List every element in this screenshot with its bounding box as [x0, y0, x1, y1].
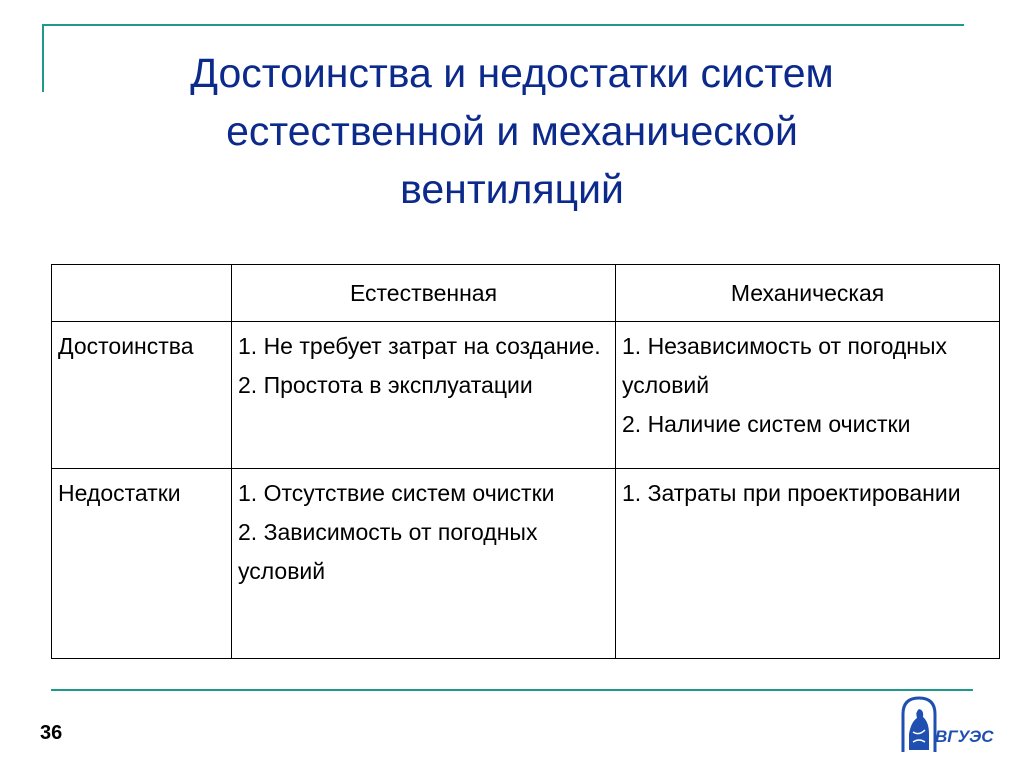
advantages-mechanical-item-2: 2. Наличие систем очистки: [622, 411, 911, 437]
advantages-mechanical-cell: [616, 322, 1000, 469]
page-number: 36: [40, 722, 63, 744]
table-row-advantages: [52, 322, 1000, 469]
title-line-1: Достоинства и недостатки систем: [190, 50, 834, 96]
comparison-table: [51, 264, 1000, 659]
frame-top-line: [42, 24, 964, 26]
advantages-natural-cell: [232, 322, 616, 469]
logo-text: ВГУЭС: [935, 727, 994, 746]
row-label-advantages: Достоинства: [52, 322, 232, 469]
frame-left-line: [42, 24, 44, 92]
advantages-mechanical-item-1: 1. Независимость от погодных условий: [622, 333, 948, 398]
disadvantages-natural-cell: [232, 469, 616, 659]
slide-title: [60, 44, 964, 218]
advantages-natural-item-1: 1. Не требует затрат на создание.: [238, 333, 601, 359]
header-natural: Естественная: [232, 265, 616, 322]
header-empty-cell: [52, 265, 232, 322]
disadvantages-mechanical-cell: [616, 469, 1000, 659]
disadvantages-natural-item-1: 1. Отсутствие систем очистки: [238, 480, 555, 506]
header-mechanical: Механическая: [616, 265, 1000, 322]
table-header-row: [52, 265, 1000, 322]
title-line-3: вентиляций: [400, 166, 624, 212]
advantages-natural-item-2: 2. Простота в эксплуатации: [238, 372, 533, 398]
university-logo-icon: [895, 692, 999, 754]
disadvantages-natural-item-2: 2. Зависимость от погодных условий: [238, 519, 538, 584]
frame-bottom-line: [51, 689, 973, 691]
disadvantages-mechanical-item-1: 1. Затраты при проектировании: [622, 480, 961, 506]
row-label-disadvantages: Недостатки: [52, 469, 232, 659]
table-row-disadvantages: [52, 469, 1000, 659]
title-line-2: естественной и механической: [226, 108, 798, 154]
